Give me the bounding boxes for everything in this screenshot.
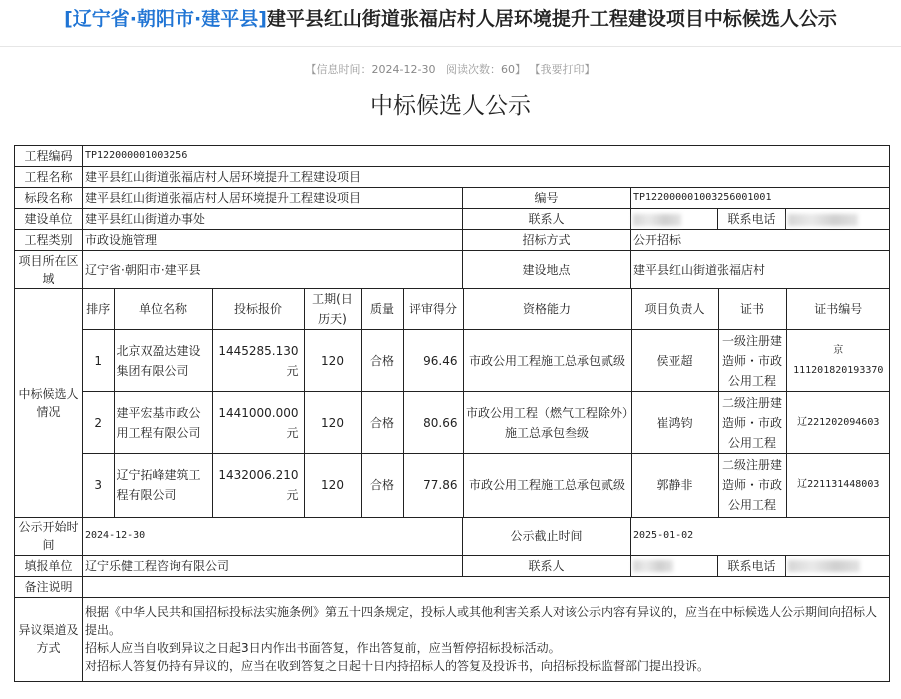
section-number: TP122000001003256001001 <box>631 188 890 209</box>
document-title: 中标候选人公示 <box>370 93 531 119</box>
phone-2-redacted <box>786 555 890 576</box>
region-link[interactable]: [辽宁省·朝阳市·建平县] <box>64 8 267 30</box>
heading-text: 建平县红山街道张福店村人居环境提升工程建设项目中标候选人公示 <box>266 8 837 30</box>
phone-redacted <box>786 209 890 230</box>
candidate-name: 北京双盈达建设集团有限公司 <box>114 330 212 392</box>
header-score: 评审得分 <box>403 289 463 330</box>
info-meta <box>0 62 901 78</box>
info-time: 2024-12-30 <box>371 63 436 76</box>
candidate-cert-no: 京111201820193370 <box>786 330 890 392</box>
contact-redacted <box>631 209 718 230</box>
redacted-phone <box>788 214 858 226</box>
header-quality: 质量 <box>361 289 403 330</box>
table-row <box>83 454 890 517</box>
candidate-manager: 崔鸿钧 <box>631 392 718 454</box>
header-manager: 项目负责人 <box>631 289 718 330</box>
label-site: 建设地点 <box>463 251 631 289</box>
site: 建平县红山街道张福店村 <box>631 251 890 289</box>
label-objection: 异议渠道及方式 <box>15 597 83 681</box>
table-row <box>83 330 890 392</box>
candidate-score: 96.46 <box>403 330 463 392</box>
divider <box>0 46 901 47</box>
label-remarks: 备注说明 <box>15 576 83 597</box>
label-pub-end: 公示截止时间 <box>463 517 631 555</box>
reads-label: 阅读次数： <box>445 63 501 76</box>
close-bracket: 】 <box>514 63 526 76</box>
candidate-rank: 3 <box>83 454 114 517</box>
redacted-contact <box>633 214 681 226</box>
builder: 建平县红山街道办事处 <box>83 209 463 230</box>
objection-paragraph: 对招标人答复仍持有异议的，应当在收到答复之日起十日内持招标人的答复及投诉书，向招标投标监督部门提出投诉。 <box>85 659 710 673</box>
candidate-manager: 郭静非 <box>631 454 718 517</box>
candidate-cert: 二级注册建造师・市政公用工程 <box>718 392 786 454</box>
candidates-header-row <box>83 289 890 330</box>
candidate-cert: 二级注册建造师・市政公用工程 <box>718 454 786 517</box>
header-qualification: 资格能力 <box>463 289 631 330</box>
label-project-code: 工程编码 <box>15 146 83 167</box>
label-location: 项目所在区域 <box>15 251 83 289</box>
candidate-days: 120 <box>304 454 361 517</box>
label-filler: 填报单位 <box>15 555 83 576</box>
candidate-score: 80.66 <box>403 392 463 454</box>
redacted-phone-2 <box>788 560 860 572</box>
read-count: 60 <box>500 63 515 76</box>
page-heading <box>0 2 901 36</box>
candidates-table <box>83 289 890 517</box>
candidate-days: 120 <box>304 392 361 454</box>
objection-paragraph: 根据《中华人民共和国招标投标法实施条例》第五十四条规定，投标人或其他利害关系人对该公示内容有异议的，应当在中标候选人公示期间向招标人提出。 <box>85 605 878 637</box>
label-pub-start: 公示开始时间 <box>15 517 83 555</box>
objection-text <box>83 597 890 681</box>
pub-end: 2025-01-02 <box>631 517 890 555</box>
remarks <box>83 576 890 597</box>
notice-table <box>14 145 890 682</box>
candidate-price: 1441000.000元 <box>212 392 304 454</box>
header-name: 单位名称 <box>114 289 212 330</box>
label-section-name: 标段名称 <box>15 188 83 209</box>
candidate-rank: 1 <box>83 330 114 392</box>
info-time-label: 【信息时间： <box>305 63 372 76</box>
label-contact-2: 联系人 <box>463 555 631 576</box>
candidate-price: 1445285.130元 <box>212 330 304 392</box>
candidate-price: 1432006.210元 <box>212 454 304 517</box>
print-button[interactable]: 【我要打印】 <box>529 63 596 76</box>
header-rank: 排序 <box>83 289 114 330</box>
label-contact: 联系人 <box>463 209 631 230</box>
candidate-quality: 合格 <box>361 454 403 517</box>
candidate-qualification: 市政公用工程施工总承包贰级 <box>463 454 631 517</box>
redacted-contact-2 <box>633 560 673 572</box>
pub-start: 2024-12-30 <box>83 517 463 555</box>
bid-method: 公开招标 <box>631 230 890 251</box>
label-phone-2: 联系电话 <box>718 555 786 576</box>
header-days: 工期(日历天) <box>304 289 361 330</box>
label-builder: 建设单位 <box>15 209 83 230</box>
header-price: 投标报价 <box>212 289 304 330</box>
candidate-name: 辽宁拓峰建筑工程有限公司 <box>114 454 212 517</box>
label-bid-method: 招标方式 <box>463 230 631 251</box>
candidate-cert-no: 辽221202094603 <box>786 392 890 454</box>
header-cert: 证书 <box>718 289 786 330</box>
filler: 辽宁乐健工程咨询有限公司 <box>83 555 463 576</box>
label-number: 编号 <box>463 188 631 209</box>
location: 辽宁省·朝阳市·建平县 <box>83 251 463 289</box>
candidates-cell <box>83 289 890 518</box>
section-name: 建平县红山街道张福店村人居环境提升工程建设项目 <box>83 188 463 209</box>
candidate-qualification: 市政公用工程（燃气工程除外）施工总承包叁级 <box>463 392 631 454</box>
table-row <box>83 392 890 454</box>
objection-paragraph: 招标人应当自收到异议之日起3日内作出书面答复，作出答复前，应当暂停招标投标活动。 <box>85 641 561 655</box>
project-name: 建平县红山街道张福店村人居环境提升工程建设项目 <box>83 167 890 188</box>
label-category: 工程类别 <box>15 230 83 251</box>
header-cert-no: 证书编号 <box>786 289 890 330</box>
project-code: TP122000001003256 <box>83 146 890 167</box>
label-phone: 联系电话 <box>718 209 786 230</box>
candidate-cert: 一级注册建造师・市政公用工程 <box>718 330 786 392</box>
candidate-qualification: 市政公用工程施工总承包贰级 <box>463 330 631 392</box>
candidate-quality: 合格 <box>361 330 403 392</box>
label-project-name: 工程名称 <box>15 167 83 188</box>
label-candidates: 中标候选人情况 <box>15 289 83 518</box>
candidate-days: 120 <box>304 330 361 392</box>
contact-2-redacted <box>631 555 718 576</box>
candidate-name: 建平宏基市政公用工程有限公司 <box>114 392 212 454</box>
candidate-cert-no: 辽221131448003 <box>786 454 890 517</box>
candidate-quality: 合格 <box>361 392 403 454</box>
candidate-rank: 2 <box>83 392 114 454</box>
candidate-score: 77.86 <box>403 454 463 517</box>
category: 市政设施管理 <box>83 230 463 251</box>
candidate-manager: 侯亚超 <box>631 330 718 392</box>
